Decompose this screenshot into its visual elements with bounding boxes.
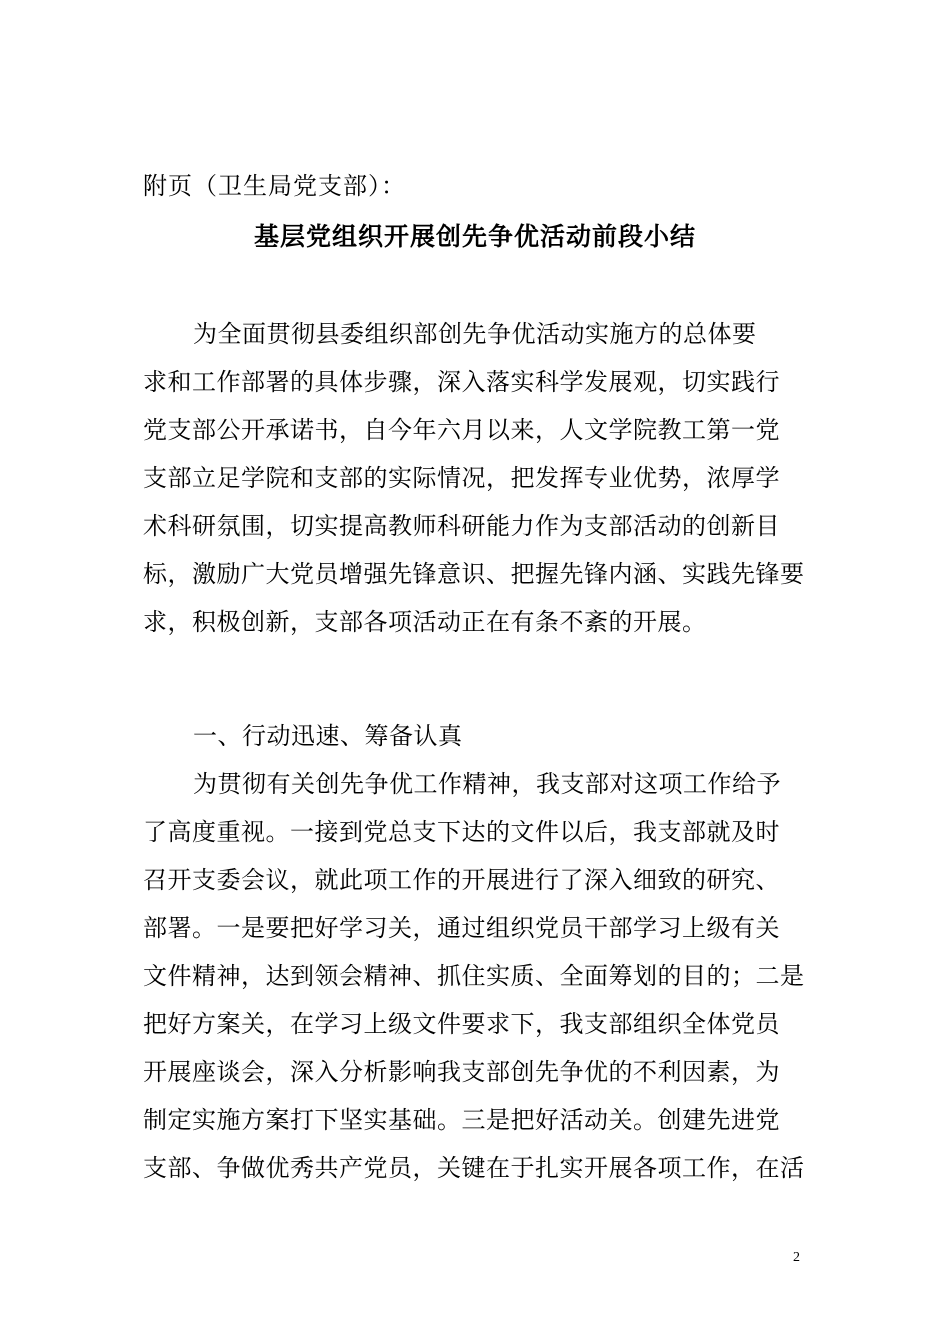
paragraph-line: 求和工作部署的具体步骤，深入落实科学发展观，切实践行 <box>143 368 780 396</box>
paragraph-line: 文件精神，达到领会精神、抓住实质、全面筹划的目的；二是 <box>143 962 805 990</box>
page-number: 2 <box>793 1250 800 1265</box>
paragraph-line: 为全面贯彻县委组织部创先争优活动实施方的总体要 <box>193 320 757 348</box>
paragraph-section1 <box>143 760 807 1192</box>
paragraph-line: 了高度重视。一接到党总支下达的文件以后，我支部就及时 <box>143 818 780 846</box>
paragraph-line: 为贯彻有关创先争优工作精神，我支部对这项工作给予 <box>193 770 781 798</box>
attachment-label: 附页（卫生局党支部）： <box>143 172 406 200</box>
paragraph-line: 开展座谈会，深入分析影响我支部创先争优的不利因素，为 <box>143 1058 780 1086</box>
paragraph-line: 支部立足学院和支部的实际情况，把发挥专业优势，浓厚学 <box>143 464 780 492</box>
paragraph-line: 把好方案关，在学习上级文件要求下，我支部组织全体党员 <box>143 1010 780 1038</box>
section-heading <box>143 712 807 760</box>
paragraph-line: 支部、争做优秀共产党员，关键在于扎实开展各项工作，在活 <box>143 1154 805 1182</box>
paragraph-intro <box>143 310 807 646</box>
document-title: 基层党组织开展创先争优活动前段小结 <box>253 222 696 251</box>
paragraph-line: 制定实施方案打下坚实基础。三是把好活动关。创建先进党 <box>143 1106 780 1134</box>
paragraph-line: 术科研氛围，切实提高教师科研能力作为支部活动的创新目 <box>143 512 780 540</box>
paragraph-line: 党支部公开承诺书，自今年六月以来，人文学院教工第一党 <box>143 416 780 444</box>
paragraph-line: 求，积极创新，支部各项活动正在有条不紊的开展。 <box>143 608 707 636</box>
paragraph-line: 标，激励广大党员增强先锋意识、把握先锋内涵、实践先锋要 <box>143 560 805 588</box>
paragraph-line: 部署。一是要把好学习关，通过组织党员干部学习上级有关 <box>143 914 780 942</box>
section-heading-text: 一、行动迅速、筹备认真 <box>193 722 463 750</box>
paragraph-line: 召开支委会议，就此项工作的开展进行了深入细致的研究、 <box>143 866 780 894</box>
